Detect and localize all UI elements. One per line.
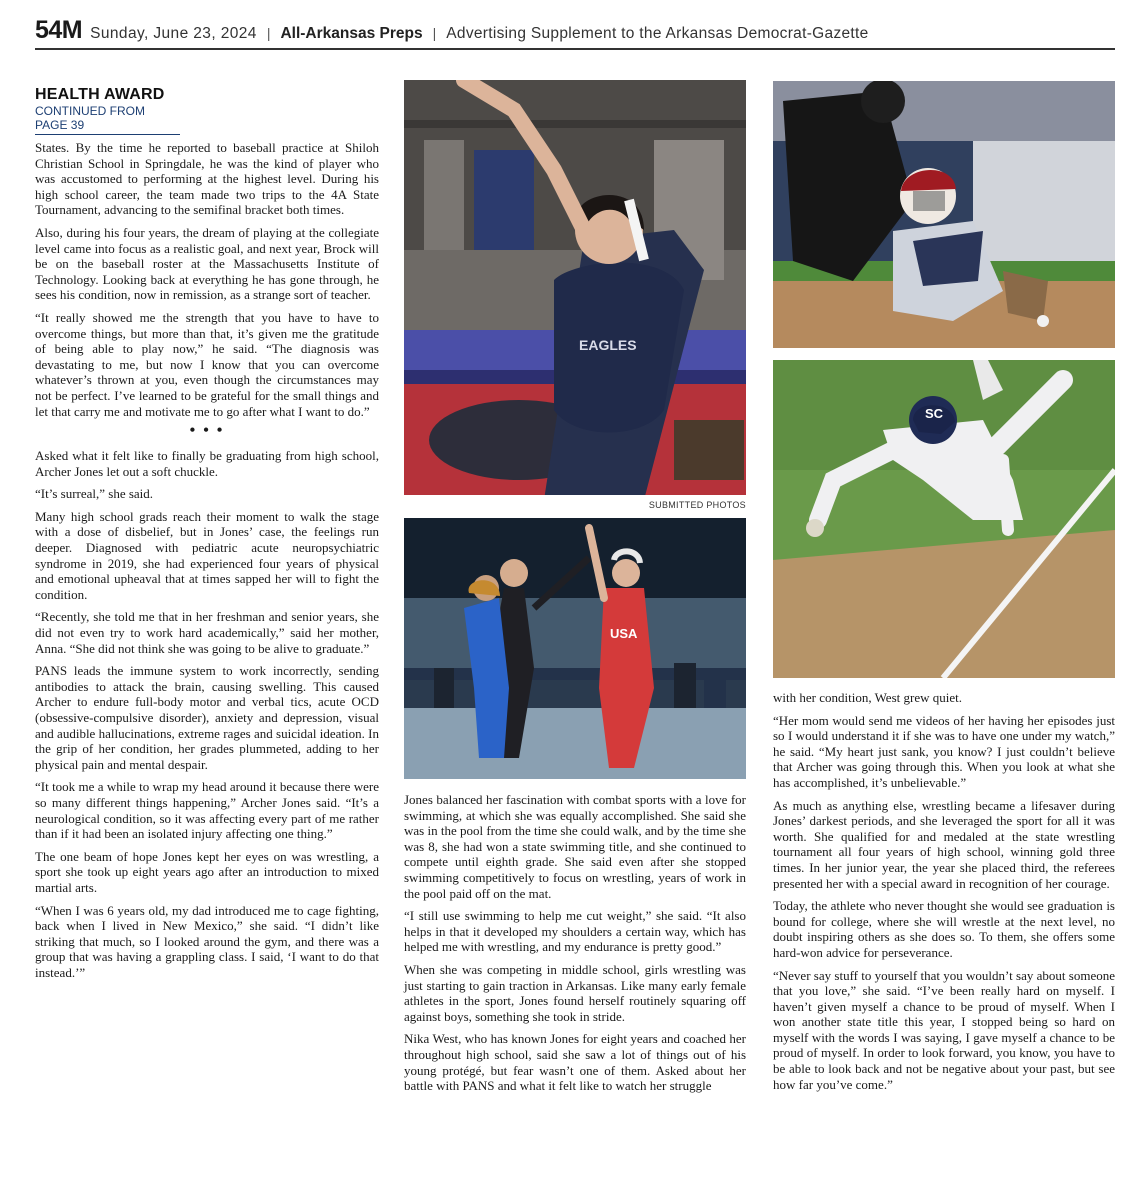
helmet-letters: SC [925,406,944,421]
paragraph: “Never say stuff to yourself that you wouldn’t say about someone that you love,” she said. “I’ve been really hard on myself. I haven’t given myself a chance to be proud of myself. When I won another state title this year, I stopped being so hard on myself with the words I was saying, I gave myself a chance to be proud of myself. In order to look forward, you know, you have to be able to look back and not be negative about your past, but see how far you’ve come.” [773,967,1115,1092]
supplement-label: Advertising Supplement to the Arkansas Democrat-Gazette [446,25,869,42]
section-kicker: HEALTH AWARD [35,86,165,103]
publication-name: All-Arkansas Preps [280,25,423,42]
paragraph: “When I was 6 years old, my dad introduced me to cage fighting, back when I lived in New Mexico,” she said. “I didn’t like striking that much, so I looked around the gym, and there was a group that was having a grappling class. I said, ‘I want to do that instead.’” [35,902,379,980]
paragraph: “Her mom would send me videos of her having her episodes just so I would understand it if she was to have one under my watch,” he said. “My heart just sank, you know? I just couldn’t believe that Archer was going through this. When you look at what she has accomplished, it’s unbelievable.” [773,712,1115,790]
paragraph: Asked what it felt like to finally be graduating from high school, Archer Jones let out a soft chuckle. [35,448,379,479]
header-separator-2: | [432,25,437,41]
article-column-1 [35,140,379,988]
wrestling-photo-1 [404,80,746,495]
paragraph: The one beam of hope Jones kept her eyes on was wrestling, a sport she took up eight years ago after an introduction to mixed martial arts. [35,848,379,895]
page-number: 54M [35,16,83,44]
header-separator: | [266,25,271,41]
paragraph: “Recently, she told me that in her freshman and senior years, she did not even try to work hard academically,” said her mother, Anna. “She did not think she was going to be alive to graduate.” [35,609,379,656]
paragraph: PANS leads the immune system to work incorrectly, sending antibodies to attack the brain, causing swelling. This caused Archer to endure full-body motor and verbal tics, acute OCD (obsessive-compulsive disorder), anxiety and depression, visual and audible hallucinations, extreme rages and suicidal ideation. In the grip of her condition, her grades plummeted, adding to her physical pain and mental despair. [35,663,379,772]
photo-credit: SUBMITTED PHOTOS [648,500,746,510]
wrestling-photo-2 [404,518,746,779]
baseball-photo-2 [773,360,1115,678]
page-header [35,16,1115,50]
issue-date: Sunday, June 23, 2024 [90,25,257,42]
paragraph: “I still use swimming to help me cut weight,” she said. “It also helps in that it developed my shoulders a certain way, which has helped me with wrestling, and my endurance is pretty good.” [404,908,746,955]
paragraph: Many high school grads reach their moment to walk the stage with a dose of disbelief, but in Jones’ case, the feelings run deeper. Diagnosed with pediatric acute neuropsychiatric syndrome in 2019, she had experienced four years of physical and emotional upheaval that at times sapped her will to fight the condition. [35,508,379,602]
continued-from-label: CONTINUED FROM PAGE 39 [35,104,180,135]
paragraph: When she was competing in middle school, girls wrestling was just starting to gain traction in Arkansas. Like many early female athletes in the sport, Jones found herself routinely squaring off against boys, something she took in stride. [404,961,746,1024]
paragraph: States. By the time he reported to baseball practice at Shiloh Christian School in Springdale, he was the kind of player who was accustomed to performing at the highest level. During his high school career, the team made two trips to the 4A State Tournament, advancing to the semifinal bracket both times. [35,140,379,218]
singlet-text: EAGLES [579,337,637,353]
paragraph: with her condition, West grew quiet. [773,690,962,705]
article-column-2 [404,792,746,1101]
baseball-photo-1 [773,81,1115,348]
section-break: • • • [189,422,225,440]
paragraph: “It’s surreal,” she said. [35,486,154,502]
paragraph: As much as anything else, wrestling became a lifesaver during Jones’ darkest periods, and she leveraged the sport for all it was worth. She qualified for and medaled at the state wrestling tournament all four years of high school, winning gold three times. In her junior year, the year she placed third, the referees presented her with a special award in recognition of her courage. [773,797,1115,891]
article-column-3 [773,690,1115,1099]
paragraph: Also, during his four years, the dream of playing at the collegiate level came into focus as a realistic goal, and next year, Brock will be on the baseball roster at the Massachusetts Institute of Technology. Looking back at everything he has gone through, he sees his condition, now in remission, as a strange sort of teacher. [35,224,379,303]
paragraph: Jones balanced her fascination with combat sports with a love for swimming, at which she was equally accomplished. She said she was in the pool from the time she could walk, and by the time she was 8, she had won a state swimming title, and she continued to compete until eighth grade. She said even after she stopped swimming competitively to focus on wrestling, years of work in the pool paid off on the mat. [404,792,746,901]
singlet-text-usa: USA [610,626,638,641]
paragraph: “It took me a while to wrap my head around it because there were so many different things happening,” Archer Jones said. “It’s a neurological condition, so it was affecting every part of me rather than if it had been an isolated injury affecting one thing.” [35,779,379,842]
paragraph: Today, the athlete who never thought she would see graduation is bound for college, where she will wrestle at the next level, no doubt inspiring others as she does so. To them, she offers some hard-won advice for perseverance. [773,898,1115,960]
paragraph: Nika West, who has known Jones for eight years and coached her throughout high school, said she saw a lot of things out of his young protégé, but fear wasn’t one of them. Asked about her battle with PANS and what it felt like to watch her struggle [404,1031,746,1094]
paragraph: “It really showed me the strength that you have to have to overcome things, but more than that, it’s given me the gratitude of being able to play now,” he said. “The diagnosis was devastating to me, but now I know that you can overcome whatever’s thrown at you, even though the circumstances may not be perfect. I’ve learned to be grateful for the small things and let that carry me and motivate me to go after what I want to do.” [35,309,379,419]
